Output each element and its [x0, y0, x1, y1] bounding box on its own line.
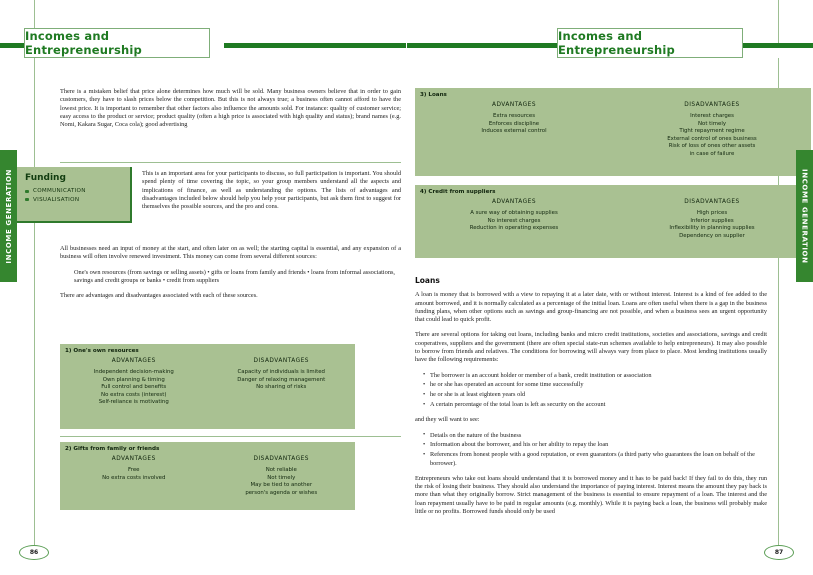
- loans-section-block: [415, 277, 767, 516]
- advantages-item: No extra costs (interest): [101, 391, 167, 398]
- bullet-dot-icon: [25, 190, 29, 193]
- list-item: • he or she has operated an account for some time successfully: [423, 381, 767, 389]
- table-title: 2) Gifts from family or friends: [65, 446, 160, 452]
- advantages-item: Reduction in operating expenses: [469, 225, 559, 232]
- disadvantages-item: Not timely: [697, 120, 727, 127]
- disadvantages-item: Not reliable: [265, 467, 297, 473]
- sidebar-index-tab-left[interactable]: [0, 150, 17, 282]
- header-rule-right-inner: [743, 43, 813, 48]
- advantages-column: [60, 456, 208, 497]
- disadvantages-column: [208, 358, 356, 407]
- advantages-column: [415, 199, 613, 240]
- table-loans: [415, 88, 811, 176]
- disadvantages-item: Danger of relaxing management: [237, 376, 326, 383]
- advantages-header: ADVANTAGES: [491, 199, 536, 205]
- funding-box-title: Funding: [25, 173, 66, 183]
- list-item: • Details on the nature of the business: [423, 432, 767, 440]
- table-title: 1) One's own resources: [65, 348, 139, 354]
- funding-box-list: [25, 188, 122, 203]
- sources-indent-paragraph: One's own resources (from savings or selling assets) • gifts or loans from family and friends • loans from informal associations, savings and credit groups or banks • credit from suppliers: [74, 268, 395, 284]
- advantages-column: [415, 102, 613, 159]
- divider-rule-tables: [60, 436, 401, 437]
- advantages-item: Induces external control: [481, 128, 547, 135]
- disadvantages-item: Not timely: [267, 474, 296, 481]
- sidebar-index-tab-label-left: INCOME GENERATION: [4, 168, 13, 264]
- want-to-see-list: [423, 432, 767, 468]
- list-item: • A certain percentage of the total loan is left as security on the account: [423, 401, 767, 409]
- page-number-badge-right: [764, 545, 794, 560]
- disadvantages-item: Inferior supplies: [690, 217, 734, 224]
- disadvantages-column: [208, 456, 356, 497]
- funding-item-communication: [25, 188, 122, 194]
- advantages-column: [60, 358, 208, 407]
- page-header-title-left: Incomes and Entrepreneurship: [25, 29, 142, 57]
- page-number-right: 87: [774, 549, 784, 556]
- disadvantages-item: Dependency on supplier: [679, 232, 745, 239]
- disadvantages-header: DISADVANTAGES: [253, 358, 309, 364]
- disadvantages-item: High prices: [696, 210, 728, 216]
- disadvantages-header: DISADVANTAGES: [253, 456, 309, 462]
- list-item: • Information about the borrower, and his or her ability to repay the loan: [423, 441, 767, 449]
- advantages-item: Self-reliance is motivating: [98, 399, 169, 406]
- advantages-item: Full control and benefits: [101, 384, 167, 391]
- vertical-rule-left-lower: [34, 58, 35, 553]
- advantages-item: No interest charges: [487, 217, 541, 224]
- table-ones-own-resources: [60, 344, 355, 429]
- advantages-header: ADVANTAGES: [111, 456, 156, 462]
- disadvantages-header: DISADVANTAGES: [684, 199, 740, 205]
- list-item: • References from honest people with a good reputation, or even guarantors (a third party who guarantees the loan on behalf of the borrower).: [423, 451, 767, 468]
- intro-paragraph-block: [60, 88, 401, 129]
- advantages-item: Free: [128, 467, 140, 473]
- table-gifts-from-family: [60, 442, 355, 510]
- page-number-left: 86: [29, 549, 39, 556]
- intro-paragraph: There is a mistaken belief that price alone determines how much will be sold. Many business owners believe that in order to gain customers, they have to slash prices below the competition. But this is not always true; a business often cannot afford to have the lowest price. It is important to remember that other factors also influence the amounts sold. For instance: quality of customer service; easy access to the product or service; product quality (often a high price is associated with high quality and status); brand names (e.g. Nomi, Kakara Sugar, Coca cola); good advertising: [60, 88, 401, 129]
- advantages-item: Enforces discipline: [488, 120, 540, 127]
- table-credit-from-suppliers: [415, 185, 811, 258]
- page-header-plate-left: [24, 28, 210, 58]
- page-header-plate-right: [557, 28, 743, 58]
- disadvantages-column: [613, 199, 811, 240]
- disadvantages-item: Tight repayment regime: [679, 128, 745, 135]
- loans-definition-paragraph: A loan is money that is borrowed with a view to repaying it at a later date, with or without interest. Interest is a kind of fee added to the amount borrowed, and it is normally calculated as a percentage of the initial loan. Loans are often useful when there is a gap in the business funding plans, when other options such as savings and group-financing are not possible, and when a business sees an urgent opportunity that could lead to quick profit.: [415, 291, 767, 324]
- funding-side-paragraph: This is an important area for your participants to discuss, so full participation is important. You should spend plenty of time covering the topic, so your group members understand all the aspects and implications of finance, as well as understanding the options. The lists of advantages and disadvantages included below should help you help your participants, but ask them first to suggest for themselves the possible sources, and the pro and cons.: [142, 170, 401, 211]
- advantages-item: Own planning & timing: [102, 376, 165, 383]
- list-item: • The borrower is an account holder or member of a bank, credit institution or association: [423, 372, 767, 380]
- left-page: [0, 0, 406, 575]
- disadvantages-item: in case of failure: [689, 150, 735, 157]
- disadvantages-item: Capacity of individuals is limited: [237, 369, 325, 375]
- disadvantages-item: External control of ones business: [667, 135, 757, 142]
- advantages-item: A sure way of obtaining supplies: [470, 210, 558, 216]
- loans-section-heading: Loans: [415, 276, 440, 285]
- table-title: 4) Credit from suppliers: [420, 189, 496, 195]
- capital-paragraph: All businesses need an input of money at the start, and often later on as well; the starting capital is essential, and any expansion of a business will often involve renewed investment. This money can come from several different sources:: [60, 245, 401, 261]
- disadvantages-item: May be tied to another: [250, 482, 313, 489]
- advantages-header: ADVANTAGES: [491, 102, 536, 108]
- table-title: 3) Loans: [420, 92, 447, 98]
- capital-paragraph-block: [60, 245, 401, 300]
- funding-item-visualisation: [25, 197, 122, 203]
- loan-requirements-list: [423, 372, 767, 410]
- advantages-header: ADVANTAGES: [111, 358, 156, 364]
- list-item: • he or she is at least eighteen years old: [423, 391, 767, 399]
- disadvantages-item: Interest charges: [690, 113, 734, 119]
- advantages-item: Independent decision-making: [93, 369, 174, 375]
- loans-options-paragraph: There are several options for taking out loans, including banks and micro credit institutions, societies and associations, savings and credit cooperatives, suppliers and the government (there are often special state-run schemes available to help entrepreneurs). It may also possible to borrow from friends and relatives. The conditions for borrowing will always vary from place to place. Most lending institutions usually have the following requirements:: [415, 331, 767, 364]
- disadvantages-column: [613, 102, 811, 159]
- funding-side-paragraph-block: [142, 170, 401, 211]
- advantages-intro-paragraph: There are advantages and disadvantages associated with each of these sources.: [60, 292, 258, 300]
- sidebar-index-tab-right[interactable]: [796, 150, 813, 282]
- right-page: [407, 0, 813, 575]
- funding-item-label-communication: COMMUNICATION: [33, 188, 86, 194]
- funding-item-label-visualisation: VISUALISATION: [33, 196, 80, 203]
- header-rule-left-inner: [224, 43, 406, 48]
- advantages-item: No extra costs involved: [102, 474, 166, 481]
- page-header-title-right: Incomes and Entrepreneurship: [558, 29, 675, 57]
- sidebar-index-tab-label-right: INCOME GENERATION: [800, 168, 809, 264]
- disadvantages-header: DISADVANTAGES: [684, 102, 740, 108]
- divider-rule-intro: [60, 162, 401, 163]
- vertical-rule-right: [778, 0, 779, 43]
- funding-callout-box: [17, 167, 132, 223]
- want-to-see-lead-in: and they will want to see:: [415, 416, 480, 424]
- header-rule-right-outer: [407, 43, 557, 48]
- disadvantages-item: Risk of loss of ones other assets: [668, 143, 756, 150]
- advantages-item: Extra resources: [492, 113, 536, 119]
- disadvantages-item: Inflexibility in planning supplies: [669, 225, 755, 232]
- disadvantages-item: No sharing of risks: [256, 384, 307, 391]
- page-number-badge-left: [19, 545, 49, 560]
- bullet-dot-icon: [25, 198, 29, 201]
- disadvantages-item: person's agenda or wishes: [245, 489, 318, 496]
- loans-closing-paragraph: Entrepreneurs who take out loans should understand that it is borrowed money and it has to be paid back! If they fail to do this, they run the risk of losing their business. They should also understand the importance of paying interest. Interest means the amount they pay back is more than what they originally borrow. Strict management of the business is essential to ensure repayment of a loan. The interest and the loan repayment usually have to be paid in regular amounts (e.g. monthly). While it is paying back a loan, the business will probably make little or no profits. Borrowed funds should only be used: [415, 474, 767, 516]
